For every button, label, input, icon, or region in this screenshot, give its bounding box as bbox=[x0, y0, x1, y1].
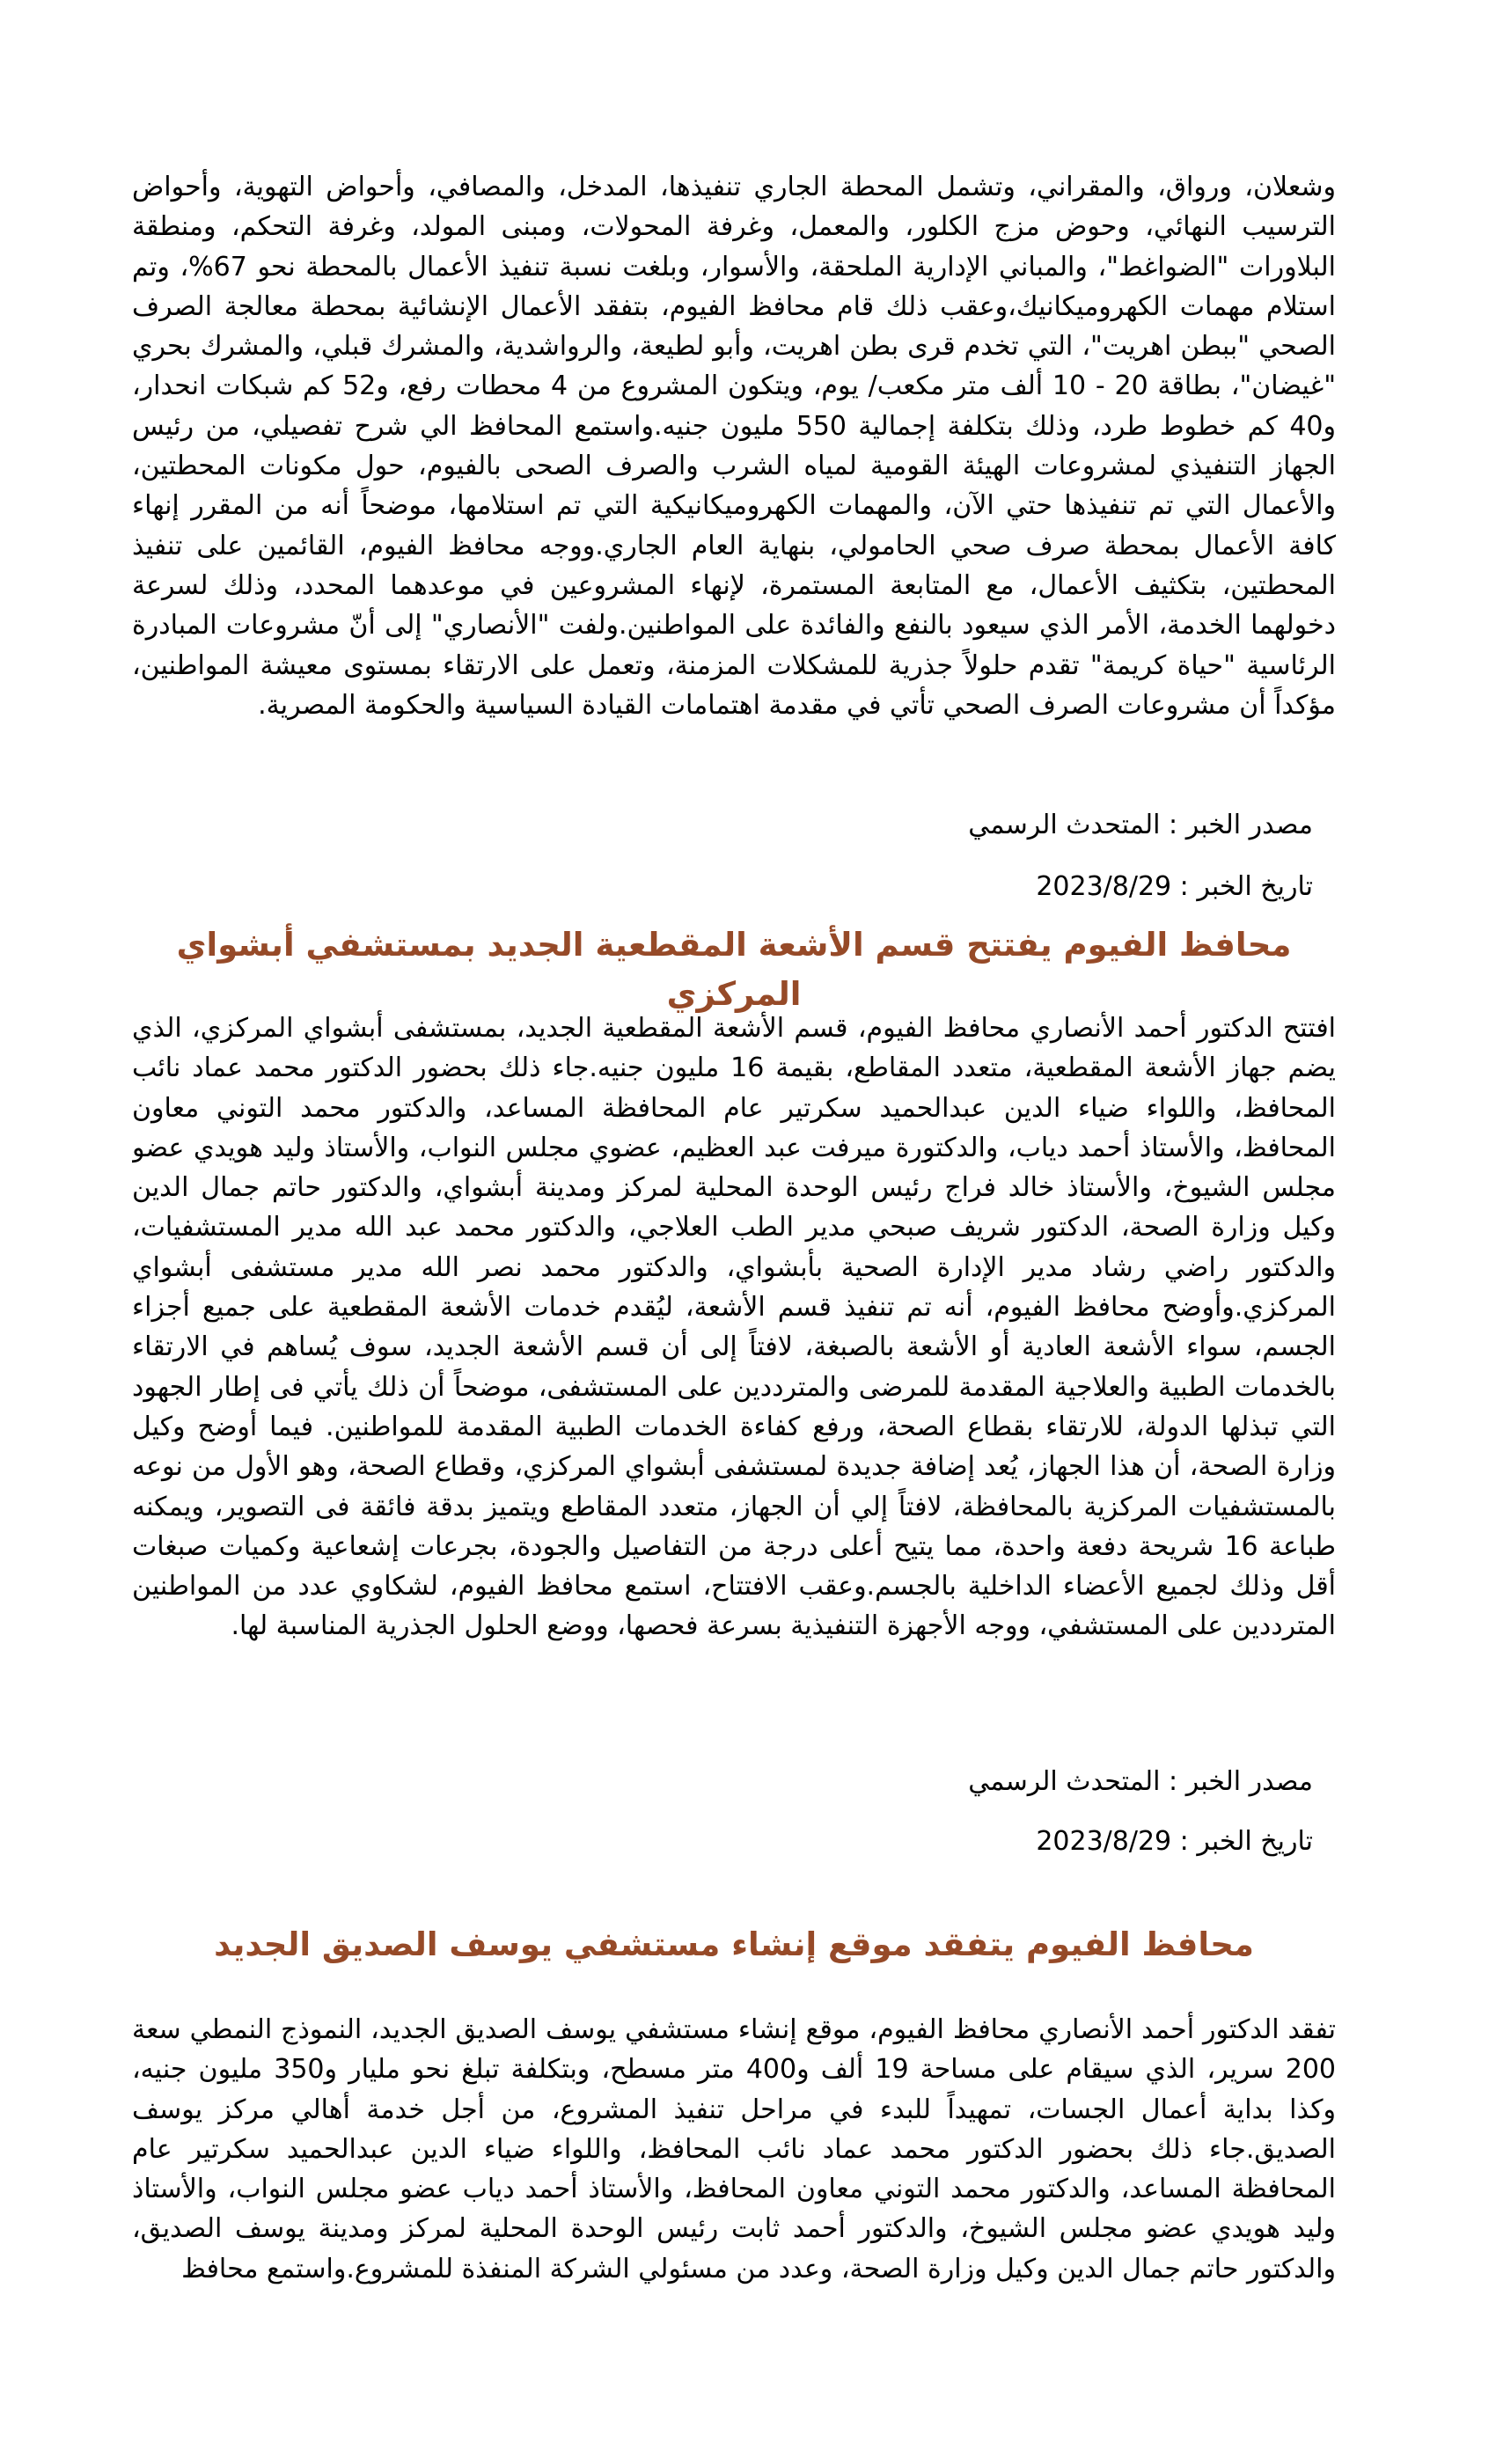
article-2-source-line: مصدر الخبر : المتحدث الرسمي bbox=[968, 1766, 1313, 1797]
article-2-title: محافظ الفيوم يفتتح قسم الأشعة المقطعية الجديد بمستشفي أبشواي المركزي bbox=[176, 926, 1292, 1013]
article-1-source-line: مصدر الخبر : المتحدث الرسمي bbox=[968, 810, 1313, 840]
article-1-date-line: تاريخ الخبر : 2023/8/29 bbox=[1036, 871, 1313, 902]
article-2-date-line: تاريخ الخبر : 2023/8/29 bbox=[1036, 1826, 1313, 1857]
article-3-body: تفقد الدكتور أحمد الأنصاري محافظ الفيوم، موقع إنشاء مستشفي يوسف الصديق الجديد، النموذج النمطي سعة 200 سرير، الذي سيقام على مساحة 19 ألف و400 متر مسطح، وبتكلفة تبلغ نحو مليار و350 مليون جنيه، وكذا بداية أعمال الجسات، تمهيداً للبدء في مراحل تنفيذ المشروع، من أجل خدمة أهالي مركز يوسف الصديق.جاء ذلك بحضور الدكتور محمد عماد نائب المحافظ، واللواء ضياء الدين عبدالحميد سكرتير عام المحافظة المساعد، والدكتور محمد التوني معاون المحافظ، والأستاذ أحمد دياب عضو مجلس النواب، والأستاذ وليد هويدي عضو مجلس الشيوخ، والدكتور أحمد ثابت رئيس الوحدة المحلية لمركز ومدينة يوسف الصديق، والدكتور حاتم جمال الدين وكيل وزارة الصحة، وعدد من مسئولي الشركة المنفذة للمشروع.واستمع محافظ bbox=[132, 2014, 1336, 2284]
article-3-title: محافظ الفيوم يتفقد موقع إنشاء مستشفي يوسف الصديق الجديد bbox=[214, 1925, 1254, 1963]
article-2-body: افتتح الدكتور أحمد الأنصاري محافظ الفيوم، قسم الأشعة المقطعية الجديد، بمستشفى أبشواي المركزي، الذي يضم جهاز الأشعة المقطعية، متعدد المقاطع، بقيمة 16 مليون جنيه.جاء ذلك بحضور الدكتور محمد عماد نائب المحافظ، واللواء ضياء الدين عبدالحميد سكرتير عام المحافظة المساعد، والدكتور محمد التوني معاون المحافظ، والأستاذ أحمد دياب، والدكتورة ميرفت عبد العظيم، عضوي مجلس النواب، والأستاذ وليد هويدي عضو مجلس الشيوخ، والأستاذ خالد فراج رئيس الوحدة المحلية لمركز ومدينة أبشواي، والدكتور حاتم جمال الدين وكيل وزارة الصحة، الدكتور شريف صبحي مدير الطب العلاجي، والدكتور محمد عبد الله مدير المستشفيات، والدكتور راضي رشاد مدير الإدارة الصحية بأبشواي، والدكتور محمد نصر الله مدير مستشفى أبشواي المركزي.وأوضح محافظ الفيوم، أنه تم تنفيذ قسم الأشعة، ليُقدم خدمات الأشعة المقطعية على جميع أجزاء الجسم، سواء الأشعة العادية أو الأشعة بالصبغة، لافتاً إلى أن قسم الأشعة الجديد، سوف يُساهم في الارتقاء بالخدمات الطبية والعلاجية المقدمة للمرضى والمترددين على المستشفى، موضحاً أن ذلك يأتي فى إطار الجهود التي تبذلها الدولة، للارتقاء بقطاع الصحة، ورفع كفاءة الخدمات الطبية المقدمة للمواطنين. فيما أوضح وكيل وزارة الصحة، أن هذا الجهاز، يُعد إضافة جديدة لمستشفى أبشواي المركزي، وقطاع الصحة، وهو الأول من نوعه بالمستشفيات المركزية بالمحافظة، لافتاً إلي أن الجهاز، متعدد المقاطع ويتميز بدقة فائقة فى التصوير، ويمكنه طباعة 16 شريحة دفعة واحدة، مما يتيح أعلى درجة من التفاصيل والجودة، بجرعات إشعاعية وكميات صبغات أقل وذلك لجميع الأعضاء الداخلية بالجسم.وعقب الافتتاح، استمع محافظ الفيوم، لشكاوي عدد من المواطنين المترددين على المستشفي، ووجه الأجهزة التنفيذية بسرعة فحصها، ووضع الحلول الجذرية المناسبة لها. bbox=[132, 1013, 1336, 1642]
article-1-body-continuation: وشعلان، ورواق، والمقراني، وتشمل المحطة الجاري تنفيذها، المدخل، والمصافي، وأحواض التهوية، وأحواض الترسيب النهائي، وحوض مزج الكلور، والمعمل، وغرفة المحولات، ومبنى المولد، وغرفة التحكم، ومنطقة البلاورات "الضواغط"، والمباني الإدارية الملحقة، والأسوار، وبلغت نسبة تنفيذ الأعمال بالمحطة نحو 67%، وتم استلام مهمات الكهروميكانيك،وعقب ذلك قام محافظ الفيوم، بتفقد الأعمال الإنشائية بمحطة معالجة الصرف الصحي "ببطن اهريت"، التي تخدم قرى بطن اهريت، وأبو لطيعة، والرواشدية، والمشرك قبلي، والمشرك بحري "غيضان"، بطاقة ‪10 - 20‬ ألف متر مكعب/ يوم، ويتكون المشروع من 4 محطات رفع، و52 كم شبكات انحدار، و40 كم خطوط طرد، وذلك بتكلفة إجمالية 550 مليون جنيه.واستمع المحافظ الي شرح تفصيلي، من رئيس الجهاز التنفيذي لمشروعات الهيئة القومية لمياه الشرب والصرف الصحى بالفيوم، حول مكونات المحطتين، والأعمال التي تم تنفيذها حتي الآن، والمهمات الكهروميكانيكية التي تم استلامها، موضحاً أنه من المقرر إنهاء كافة الأعمال بمحطة صرف صحي الحامولي، بنهاية العام الجاري.ووجه محافظ الفيوم، القائمين على تنفيذ المحطتين، بتكثيف الأعمال، مع المتابعة المستمرة، لإنهاء المشروعين في موعدهما المحدد، وذلك لسرعة دخولهما الخدمة، الأمر الذي سيعود بالنفع والفائدة على المواطنين.ولفت "الأنصاري" إلى أنّ مشروعات المبادرة الرئاسية "حياة كريمة" تقدم حلولاً جذرية للمشكلات المزمنة، وتعمل على الارتقاء بمستوى معيشة المواطنين، مؤكداً أن مشروعات الصرف الصحي تأتي في مقدمة اهتمامات القيادة السياسية والحكومة المصرية. bbox=[132, 172, 1336, 721]
